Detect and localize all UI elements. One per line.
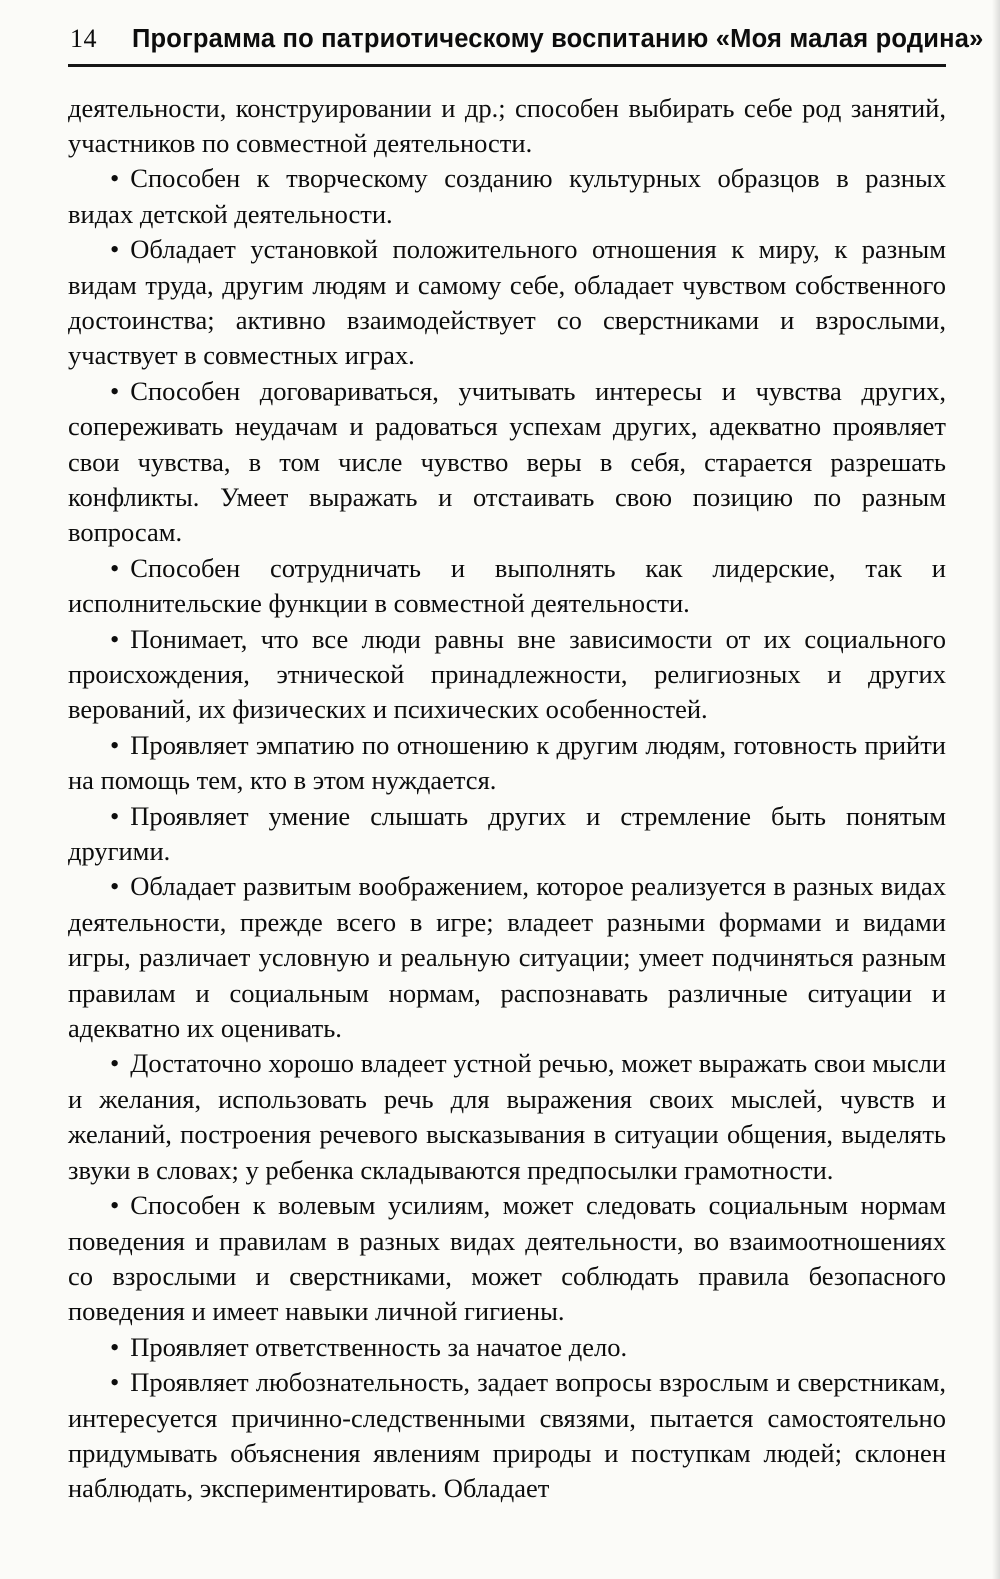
- paragraph-text: Способен договариваться, учитывать интересы и чувства других, сопереживать неудачам и радоваться успехам других, адекватно проявляет свои чувства, в том числе чувство веры в себя, старается разрешать конфликты. Умеет выражать и отстаивать свою позицию по разным вопросам.: [68, 375, 946, 548]
- paragraph: [68, 869, 946, 1046]
- running-header: [68, 18, 984, 64]
- paragraph: [68, 161, 946, 232]
- paragraph-text: Проявляет эмпатию по отношению к другим людям, готовность прийти на помощь тем, кто в этом нуждается.: [68, 729, 946, 796]
- bullet-marker: •: [110, 1331, 120, 1362]
- scan-edge-shadow: [992, 0, 1000, 1579]
- bullet-marker: •: [110, 1048, 120, 1079]
- bullet-marker: •: [110, 163, 120, 194]
- paragraph-text: Достаточно хорошо владеет устной речью, может выражать свои мысли и желания, использовать речь для выражения своих мыслей, чувств и желаний, построения речевого высказывания в ситуации общения, выделять звуки в словах; у ребенка складываются предпосылки грамотности.: [68, 1048, 946, 1185]
- paragraph-text: Способен сотрудничать и выполнять как лидерские, так и исполнительские функции в совместной деятельности.: [68, 552, 946, 619]
- header-title: Программа по патриотическому воспитанию «Моя малая родина»: [132, 25, 984, 53]
- header-rule: [68, 64, 946, 67]
- paragraph: [68, 728, 946, 799]
- paragraph-text: Проявляет умение слышать других и стремление быть понятым другими.: [68, 800, 946, 867]
- bullet-marker: •: [110, 552, 120, 583]
- paragraph: [68, 232, 946, 374]
- paragraph: [68, 799, 946, 870]
- page-number: 14: [70, 24, 97, 53]
- paragraph-text: Понимает, что все люди равны вне зависимости от их социального происхождения, этнической принадлежности, религиозных и других верований, их физических и психических особенностей.: [68, 623, 946, 725]
- paragraph-text: Обладает установкой положительного отношения к миру, к разным видам труда, другим людям и самому себе, обладает чувством собственного достоинства; активно взаимодействует со сверстниками и взрослыми, участвует в совместных играх.: [68, 234, 946, 371]
- paragraph: [68, 622, 946, 728]
- bullet-marker: •: [110, 729, 120, 760]
- page-body: [68, 91, 946, 1507]
- bullet-marker: •: [110, 871, 120, 902]
- paragraph: [68, 1046, 946, 1188]
- bullet-marker: •: [110, 800, 120, 831]
- paragraph: [68, 1365, 946, 1507]
- paragraph-text: Проявляет любознательность, задает вопросы взрослым и сверстникам, интересуется причинно-следственными связями, пытается самостоятельно придумывать объяснения явлениям природы и поступкам людей; склонен наблюдать, экспериментировать. Обладает: [68, 1367, 946, 1504]
- bullet-marker: •: [110, 1190, 120, 1221]
- bullet-marker: •: [110, 1367, 120, 1398]
- paragraph-text: Проявляет ответственность за начатое дело.: [130, 1331, 628, 1362]
- paragraph: деятельности, конструировании и др.; способен выбирать себе род занятий, участников по совместной деятельности.: [68, 92, 946, 158]
- paragraph: [68, 551, 946, 622]
- bullet-marker: •: [110, 375, 120, 406]
- paragraph-text: Способен к творческому созданию культурных образцов в разных видах детской деятельности.: [68, 163, 946, 229]
- paragraph: [68, 374, 946, 551]
- bullet-marker: •: [110, 623, 120, 654]
- bullet-marker: •: [110, 234, 120, 265]
- paragraph-text: Обладает развитым воображением, которое реализуется в разных видах деятельности, прежде всего в игре; владеет разными формами и видами игры, различает условную и реальную ситуации; умеет подчиняться разным правилам и социальным нормам, распознавать различные ситуации и адекватно их оценивать.: [68, 871, 946, 1044]
- paragraph: [68, 1330, 946, 1365]
- paragraph: [68, 1188, 946, 1330]
- paragraph-text: Способен к волевым усилиям, может следовать социальным нормам поведения и правилам в разных видах деятельности, во взаимоотношениях со взрослыми и сверстниками, может соблюдать правила безопасного поведения и имеет навыки личной гигиены.: [68, 1190, 946, 1327]
